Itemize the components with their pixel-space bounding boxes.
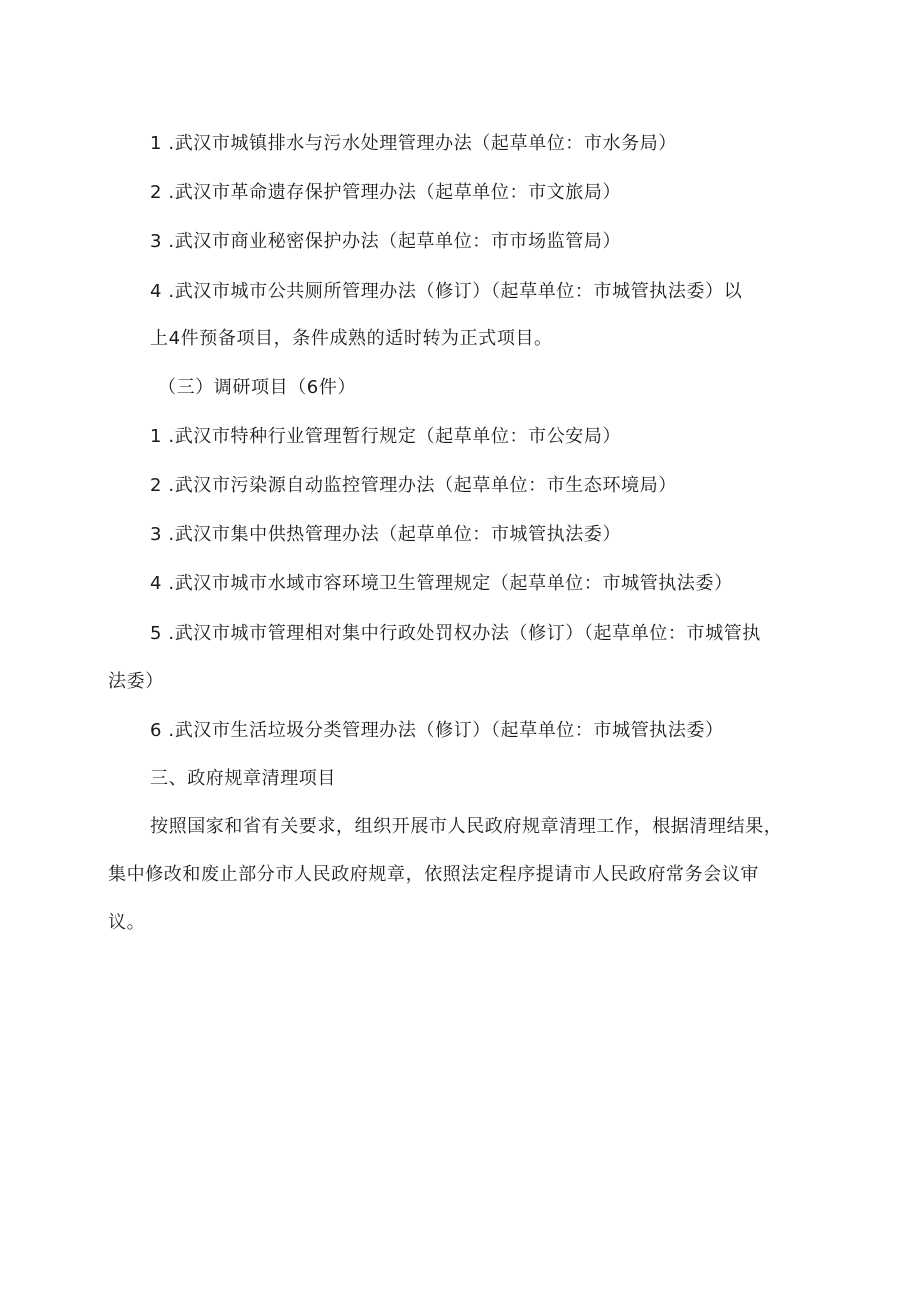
list-item: 5 .武汉市城市管理相对集中行政处罚权办法（修订）（起草单位：市城管执 bbox=[150, 623, 761, 644]
list-item: 1 .武汉市特种行业管理暂行规定（起草单位：市公安局） bbox=[150, 426, 622, 447]
paragraph-line: 集中修改和废止部分市人民政府规章，依照法定程序提请市人民政府常务会议审 bbox=[108, 864, 759, 885]
list-item: 4 .武汉市城市水域市容环境卫生管理规定（起草单位：市城管执法委） bbox=[150, 573, 733, 594]
paragraph-line: 按照国家和省有关要求，组织开展市人民政府规章清理工作，根据清理结果， bbox=[150, 816, 783, 837]
list-item: 2 .武汉市革命遗存保护管理办法（起草单位：市文旅局） bbox=[150, 182, 622, 203]
paragraph-line: 议。 bbox=[108, 912, 146, 933]
list-item: 4 .武汉市城市公共厕所管理办法（修订）（起草单位：市城管执法委）以 bbox=[150, 281, 743, 302]
section-heading: （三）调研项目（6件） bbox=[158, 377, 357, 398]
section-heading: 三、政府规章清理项目 bbox=[150, 768, 336, 789]
list-item: 1 .武汉市城镇排水与污水处理管理办法（起草单位：市水务局） bbox=[150, 133, 677, 154]
list-item: 3 .武汉市商业秘密保护办法（起草单位：市市场监管局） bbox=[150, 231, 622, 252]
list-item: 3 .武汉市集中供热管理办法（起草单位：市城管执法委） bbox=[150, 524, 622, 545]
list-item: 6 .武汉市生活垃圾分类管理办法（修订）（起草单位：市城管执法委） bbox=[150, 720, 724, 741]
list-item-continuation: 法委） bbox=[108, 671, 164, 692]
list-note: 上4件预备项目，条件成熟的适时转为正式项目。 bbox=[150, 328, 553, 349]
list-item: 2 .武汉市污染源自动监控管理办法（起草单位：市生态环境局） bbox=[150, 475, 677, 496]
